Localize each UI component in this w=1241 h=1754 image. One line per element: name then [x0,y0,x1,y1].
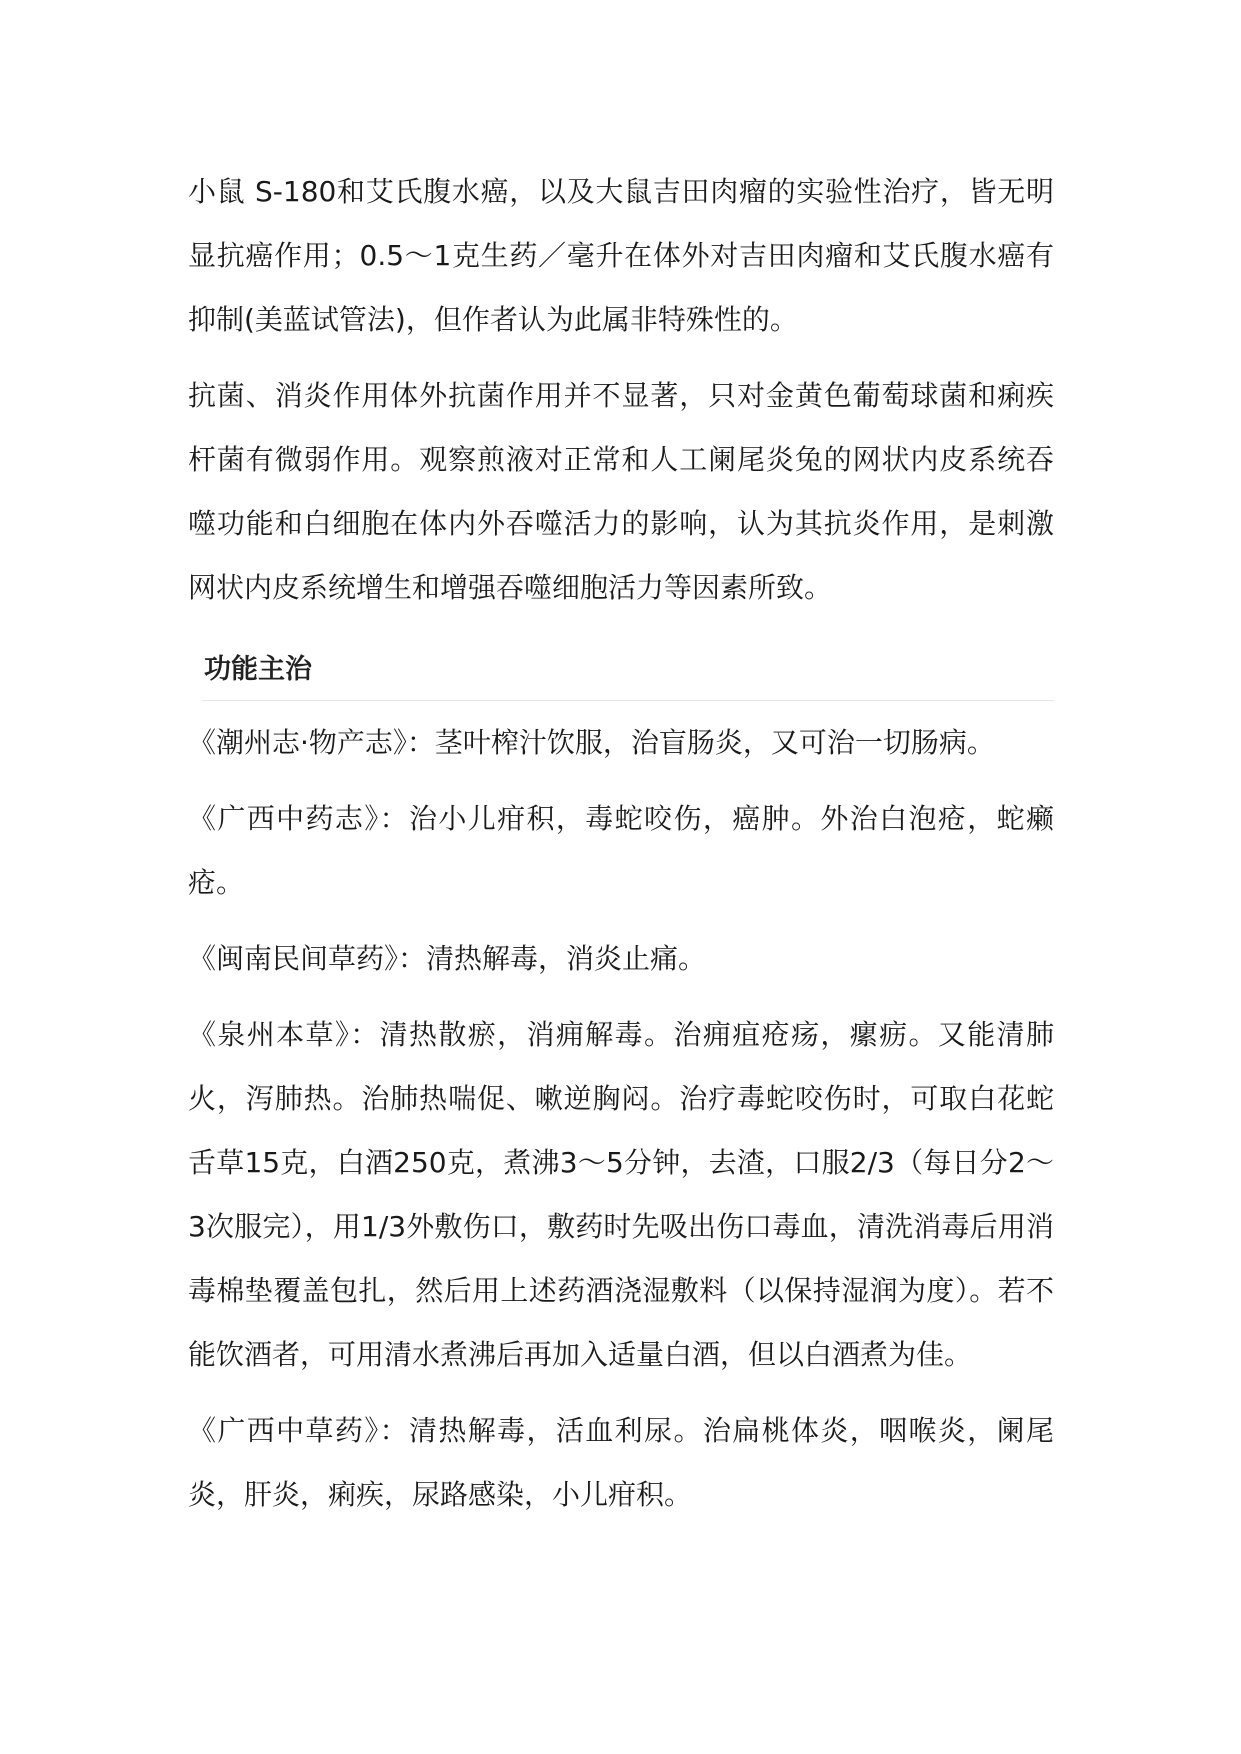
spacer [188,1387,1054,1399]
paragraph-chaozhou: 《潮州志·物产志》：茎叶榨汁饮服，治盲肠炎，又可治一切肠病。 [188,726,995,759]
spacer [188,775,1054,787]
paragraph-guangxi-zhongcaoyao: 《广西中草药》：清热解毒，活血利尿。治扁桃体炎，咽喉炎，阑尾炎，肝炎，痢疾，尿路感染，小儿疳积。 [188,1414,1054,1511]
spacer [188,352,1054,364]
paragraph-antibacterial: 抗菌、消炎作用体外抗菌作用并不显著，只对金黄色葡萄球菌和痢疾杆菌有微弱作用。观察煎液对正常和人工阑尾炎兔的网状内皮系统吞噬功能和白细胞在体内外吞噬活力的影响，认为其抗炎作用，是刺激网状内皮系统增生和增强吞噬细胞活力等因素所致。 [188,379,1054,604]
document-page [188,160,1054,1527]
spacer [188,620,1054,648]
paragraph-minnan: 《闽南民间草药》：清热解毒，消炎止痛。 [188,942,707,975]
spacer [188,915,1054,927]
section-heading: 功能主治 [204,654,312,685]
spacer [188,991,1054,1003]
paragraph-guangxi-zhongyaozhi: 《广西中药志》：治小儿疳积，毒蛇咬伤，癌肿。外治白泡疮，蛇癞疮。 [188,802,1054,899]
paragraph-anticancer: 小鼠 S-180和艾氏腹水癌，以及大鼠吉田肉瘤的实验性治疗，皆无明显抗癌作用；0.5～1克生药／毫升在体外对吉田肉瘤和艾氏腹水癌有抑制(美蓝试管法)，但作者认为此属非特殊性的。 [188,175,1054,336]
paragraph-quanzhou: 《泉州本草》：清热散瘀，消痈解毒。治痈疽疮疡，瘰疬。又能清肺火，泻肺热。治肺热喘促、嗽逆胸闷。治疗毒蛇咬伤时，可取白花蛇舌草15克，白酒250克，煮沸3～5分钟，去渣，口服2/3（每日分2～3次服完），用1/3外敷伤口，敷药时先吸出伤口毒血，清洗消毒后用消毒棉垫覆盖包扎，然后用上述药酒浇湿敷料（以保持湿润为度）。若不能饮酒者，可用清水煮沸后再加入适量白酒，但以白酒煮为佳。 [188,1018,1054,1371]
section-divider [202,700,1054,701]
